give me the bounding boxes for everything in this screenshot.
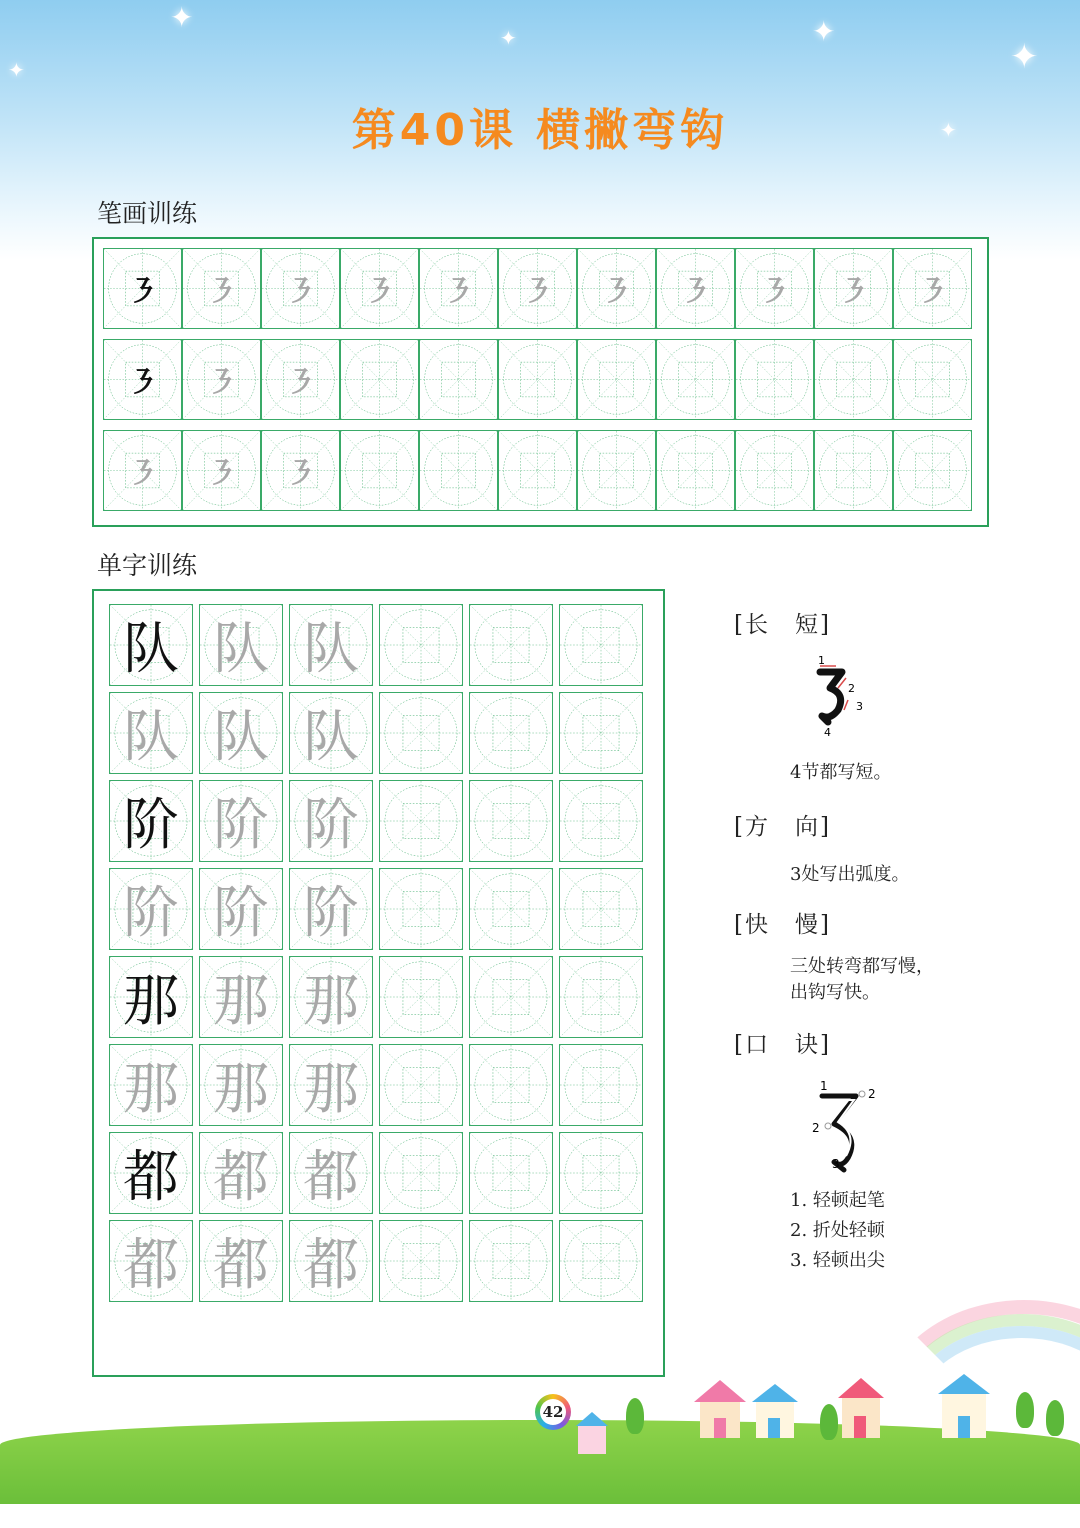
rice-grid-guide [560,869,642,949]
trace-stroke: ㇋ [206,274,237,310]
char-grid-cell[interactable] [559,1044,643,1126]
trace-stroke: ㇋ [285,274,316,310]
house-icon [690,1380,750,1440]
sparkle-icon: ✦ [1010,37,1039,77]
char-grid-cell[interactable] [379,604,463,686]
speed-text [790,952,934,1004]
rice-grid-guide [470,869,552,949]
char-grid-cell[interactable] [469,868,553,950]
stroke-grid-cell[interactable] [340,248,419,329]
diagram-label: 1 [818,654,825,667]
rhyme-section [734,1026,831,1059]
char-grid-cell[interactable] [559,604,643,686]
stroke-grid-cell[interactable] [340,430,419,511]
rice-grid-guide [560,781,642,861]
trace-stroke: ㇋ [917,274,948,310]
length-text: 4节都写短。 [790,762,892,783]
trace-character: 都 [123,1233,179,1298]
tree-icon [1016,1392,1034,1428]
rice-grid-guide [380,1045,462,1125]
trace-stroke: ㇋ [206,365,237,401]
rice-grid-guide [815,431,892,510]
trace-stroke: ㇋ [206,456,237,492]
stroke-grid-cell[interactable] [814,430,893,511]
rice-grid-guide [657,431,734,510]
trace-character: 队 [123,705,179,770]
trace-character: 都 [303,1145,359,1210]
stroke-grid-cell[interactable] [735,248,814,329]
rice-grid-guide [560,1133,642,1213]
diagram-label: 2 [812,1121,820,1135]
rice-grid-guide [894,431,971,510]
char-grid-cell[interactable] [289,604,373,686]
rice-grid-guide [815,340,892,419]
rice-grid-guide [560,957,642,1037]
length-section [734,606,831,639]
speed-text-line: 三处转弯都写慢， [790,956,934,977]
rice-grid-guide [380,1133,462,1213]
trace-stroke: ㇋ [759,274,790,310]
rice-grid-guide [380,957,462,1037]
stroke-grid-cell[interactable] [577,248,656,329]
trace-stroke: ㇋ [364,274,395,310]
diagram-label: 1 [820,1079,828,1093]
trace-stroke: ㇋ [285,365,316,401]
char-grid-cell[interactable] [289,868,373,950]
trace-character: 阶 [303,793,359,858]
char-grid-cell[interactable] [379,956,463,1038]
stroke-grid-cell[interactable] [814,248,893,329]
stroke-grid-cell[interactable] [498,248,577,329]
trace-character: 那 [213,969,269,1034]
house-icon [836,1378,886,1440]
rice-grid-guide [470,1221,552,1301]
sparkle-icon: ✦ [500,26,517,50]
char-grid-cell[interactable] [469,1044,553,1126]
house-icon [936,1374,992,1440]
rice-grid-guide [499,340,576,419]
rice-grid-guide [657,340,734,419]
char-grid-cell[interactable] [379,1132,463,1214]
trace-character: 那 [303,1057,359,1122]
length-stroke-diagram [800,652,870,742]
stroke-grid-cell[interactable] [498,339,577,420]
model-stroke: ㇋ [127,274,158,310]
sparkle-icon: ✦ [812,15,836,48]
diagram-label: 2 [868,1087,876,1101]
char-grid-cell[interactable] [379,692,463,774]
trace-character: 都 [213,1233,269,1298]
rice-grid-guide [578,431,655,510]
rice-grid-guide [560,1221,642,1301]
rice-grid-guide [420,431,497,510]
trace-character: 阶 [123,881,179,946]
stroke-grid-cell[interactable] [735,339,814,420]
trace-stroke: ㇋ [680,274,711,310]
char-grid-cell[interactable] [199,956,283,1038]
rice-grid-guide [470,1133,552,1213]
model-character: 阶 [123,793,179,858]
rice-grid-guide [578,340,655,419]
trace-stroke: ㇋ [127,456,158,492]
stroke-grid-cell[interactable] [261,248,340,329]
stroke-grid-cell[interactable] [419,430,498,511]
char-grid-cell[interactable] [289,1220,373,1302]
speed-section [734,906,831,939]
stroke-grid-cell[interactable] [182,339,261,420]
stroke-grid-cell[interactable] [814,339,893,420]
speed-header: [快 慢] [734,912,831,938]
rhyme-stroke-diagram [808,1076,888,1176]
page-title: 第40课 横撇弯钩 [351,105,729,156]
char-grid-cell[interactable] [109,956,193,1038]
stroke-grid-cell[interactable] [577,430,656,511]
length-header: [长 短] [734,612,831,638]
trace-character: 队 [213,705,269,770]
stroke-grid-cell[interactable] [893,339,972,420]
char-grid-cell[interactable] [379,868,463,950]
char-grid-cell[interactable] [289,956,373,1038]
char-grid-cell[interactable] [289,1044,373,1126]
rice-grid-guide [341,340,418,419]
char-grid-cell[interactable] [559,1220,643,1302]
char-grid-cell[interactable] [199,1132,283,1214]
rice-grid-guide [380,869,462,949]
stroke-grid-cell[interactable] [261,339,340,420]
char-grid-cell[interactable] [199,1220,283,1302]
trace-character: 那 [213,1057,269,1122]
trace-stroke: ㇋ [285,456,316,492]
char-grid-cell[interactable] [379,780,463,862]
trace-character: 都 [213,1145,269,1210]
direction-header: [方 向] [734,814,831,840]
stroke-grid-cell[interactable] [419,248,498,329]
diagram-label: 2 [848,682,855,695]
char-section-label: 单字训练 [97,551,198,580]
model-stroke: ㇋ [127,365,158,401]
char-grid-cell[interactable] [469,1132,553,1214]
char-grid-cell[interactable] [199,1044,283,1126]
rice-grid-guide [470,605,552,685]
stroke-grid-cell[interactable] [656,339,735,420]
sparkle-icon: ✦ [940,118,957,142]
rice-grid-guide [560,1045,642,1125]
rice-grid-guide [894,340,971,419]
trace-character: 阶 [213,793,269,858]
char-grid-cell[interactable] [289,692,373,774]
char-grid-cell[interactable] [379,1044,463,1126]
rhyme-item: 2. 折处轻顿 [790,1220,885,1241]
rice-grid-guide [470,781,552,861]
stroke-grid-cell[interactable] [893,430,972,511]
char-grid-cell[interactable] [469,956,553,1038]
char-grid-cell[interactable] [559,956,643,1038]
stroke-grid-cell[interactable] [103,339,182,420]
char-grid-cell[interactable] [469,692,553,774]
rice-grid-guide [380,605,462,685]
rice-grid-guide [736,431,813,510]
tree-icon [1046,1400,1064,1436]
diagram-label: 3 [856,700,863,713]
house-icon [750,1384,800,1440]
stroke-grid-cell[interactable] [182,248,261,329]
char-grid-cell[interactable] [109,868,193,950]
tree-icon [626,1398,644,1434]
rhyme-header: [口 诀] [734,1032,831,1058]
rice-grid-guide [420,340,497,419]
stroke-grid-cell[interactable] [340,339,419,420]
trace-stroke: ㇋ [838,274,869,310]
char-grid-cell[interactable] [289,1132,373,1214]
stroke-section-label: 笔画训练 [97,199,198,228]
rhyme-item: 1. 轻顿起笔 [790,1190,885,1211]
rhyme-list [790,1186,885,1276]
rice-grid-guide [560,693,642,773]
char-grid-cell[interactable] [469,780,553,862]
char-grid-cell[interactable] [559,692,643,774]
model-character: 都 [123,1145,179,1210]
trace-character: 那 [303,969,359,1034]
stroke-grid-cell[interactable] [103,248,182,329]
stroke-grid-cell[interactable] [498,430,577,511]
sparkle-icon: ✦ [170,1,194,34]
stroke-grid-cell[interactable] [656,248,735,329]
rice-grid-guide [470,1045,552,1125]
char-grid-cell[interactable] [109,692,193,774]
rice-grid-guide [380,781,462,861]
char-practice-grid [106,601,646,1305]
char-grid-cell[interactable] [469,604,553,686]
grass-hill [0,1420,1080,1504]
rice-grid-guide [499,431,576,510]
trace-stroke: ㇋ [443,274,474,310]
rice-grid-guide [380,1221,462,1301]
trace-character: 都 [303,1233,359,1298]
tree-icon [820,1404,838,1440]
char-grid-cell[interactable] [199,780,283,862]
direction-section [734,808,831,841]
char-grid-cell[interactable] [289,780,373,862]
char-grid-cell[interactable] [199,868,283,950]
stroke-grid-cell[interactable] [893,248,972,329]
trace-character: 阶 [213,881,269,946]
char-grid-cell[interactable] [199,692,283,774]
char-grid-cell[interactable] [559,1132,643,1214]
stroke-grid-cell[interactable] [261,430,340,511]
diagram-label: 4 [824,726,831,739]
char-grid-cell[interactable] [469,1220,553,1302]
direction-text: 3处写出弧度。 [790,864,910,885]
stroke-grid-cell[interactable] [419,339,498,420]
trace-character: 阶 [303,881,359,946]
trace-stroke: ㇋ [601,274,632,310]
char-grid-cell[interactable] [109,1132,193,1214]
char-grid-cell[interactable] [109,1220,193,1302]
char-grid-cell[interactable] [559,868,643,950]
char-grid-cell[interactable] [109,780,193,862]
trace-character: 队 [303,617,359,682]
rice-grid-guide [470,693,552,773]
stroke-grid-cell[interactable] [577,339,656,420]
sparkle-icon: ✦ [8,58,25,82]
char-grid-cell[interactable] [379,1220,463,1302]
stroke-practice-grid [103,248,972,511]
speed-text-line: 出钩写快。 [790,982,880,1003]
house-icon [574,1412,610,1456]
page-number: 42 [540,1399,566,1425]
char-grid-cell[interactable] [559,780,643,862]
trace-stroke: ㇋ [522,274,553,310]
trace-character: 队 [213,617,269,682]
stroke-grid-cell[interactable] [182,430,261,511]
rice-grid-guide [560,605,642,685]
rice-grid-guide [470,957,552,1037]
page-number-badge [535,1394,571,1430]
char-grid-cell[interactable] [109,604,193,686]
stroke-grid-cell[interactable] [735,430,814,511]
diagram-label: 3 [832,1157,840,1171]
model-character: 那 [123,969,179,1034]
char-grid-cell[interactable] [109,1044,193,1126]
trace-character: 队 [303,705,359,770]
char-grid-cell[interactable] [199,604,283,686]
trace-character: 那 [123,1057,179,1122]
stroke-grid-cell[interactable] [656,430,735,511]
rhyme-item: 3. 轻顿出尖 [790,1250,885,1271]
rice-grid-guide [380,693,462,773]
stroke-grid-cell[interactable] [103,430,182,511]
rice-grid-guide [341,431,418,510]
rice-grid-guide [736,340,813,419]
model-character: 队 [123,617,179,682]
